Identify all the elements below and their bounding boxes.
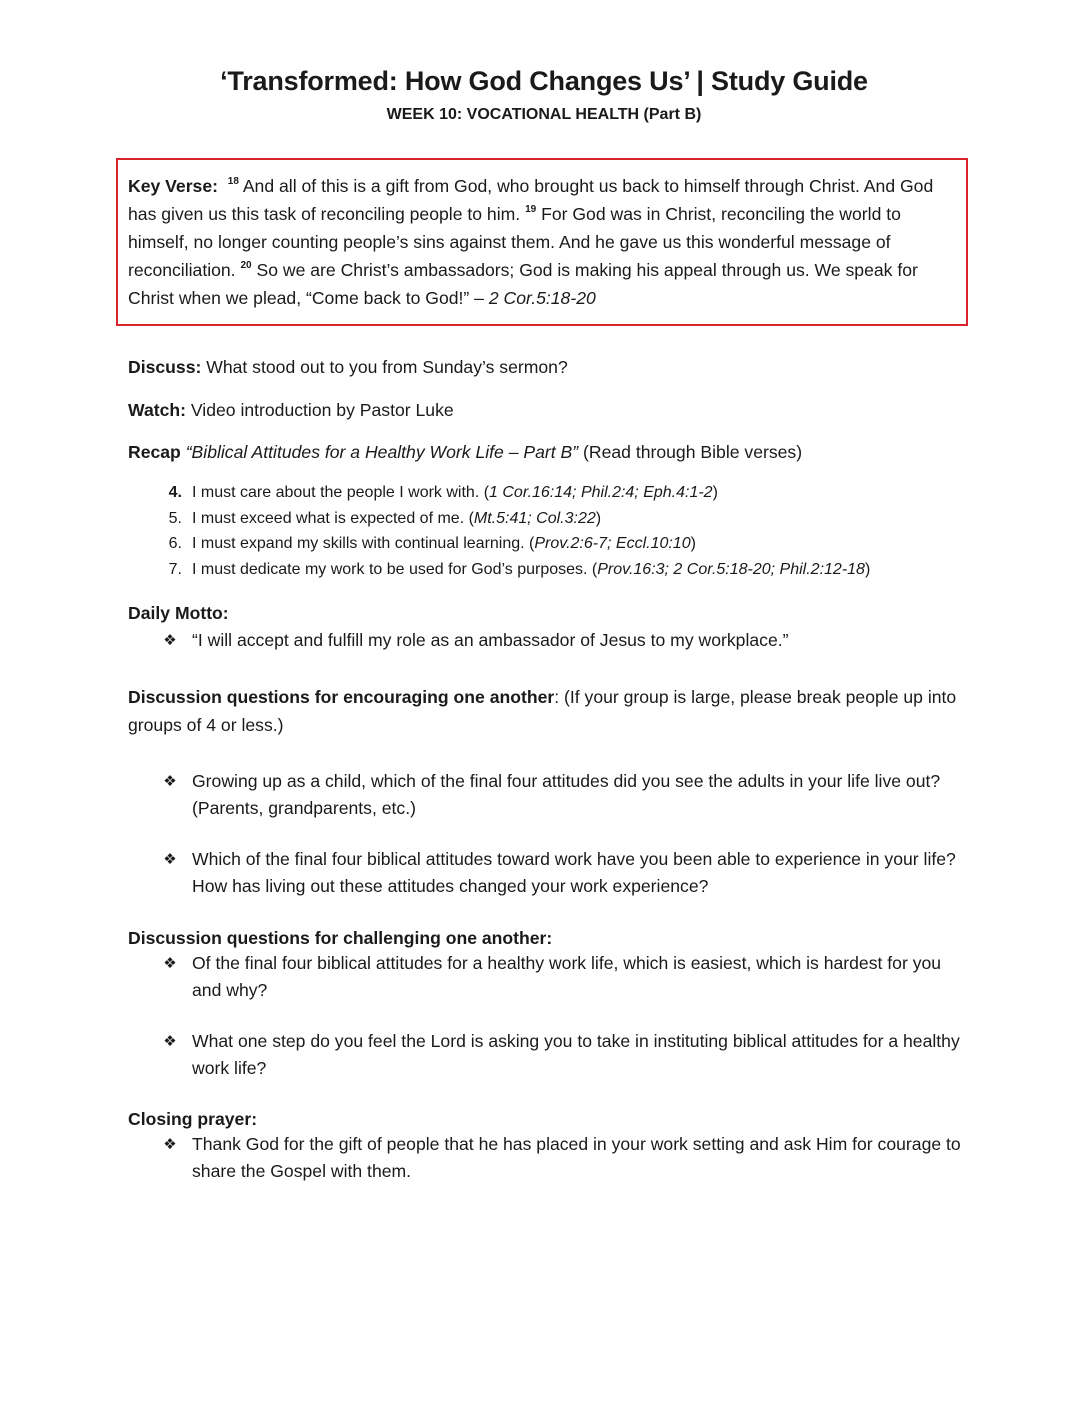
verse-number-20: 20 xyxy=(240,260,252,271)
encouraging-question xyxy=(158,846,968,900)
verse-19-text: For God was in Christ, reconciling the world to himself, no longer counting people’s sins against them. And he gave us this wonderful message of reconciliation. xyxy=(128,204,901,280)
list-item-refs: 1 Cor.16:14; Phil.2:4; Eph.4:1-2 xyxy=(489,484,713,501)
motto-bullet xyxy=(158,627,968,654)
recap-title: “Biblical Attitudes for a Healthy Work Life – Part B” xyxy=(185,442,579,462)
question-text: Which of the final four biblical attitudes toward work have you been able to experience in your life? How has living out these attitudes changed your work experience? xyxy=(192,849,956,896)
verse-number-19: 19 xyxy=(525,204,537,215)
list-item-close: ) xyxy=(690,535,696,553)
list-item-refs: Prov.16:3; 2 Cor.5:18-20; Phil.2:12-18 xyxy=(597,560,865,578)
motto-text: “I will accept and fulfill my role as an ambassador of Jesus to my workplace.” xyxy=(192,630,789,650)
list-item-text: I must exceed what is expected of me. ( xyxy=(192,509,474,527)
question-text: Of the final four biblical attitudes for a healthy work life, which is easiest, which is hardest for you and why? xyxy=(192,953,942,1000)
verse-18-text: And all of this is a gift from God, who brought us back to himself through Christ. And God has given us this task of reconciling people to him. xyxy=(128,176,934,224)
verse-number-18: 18 xyxy=(227,176,239,187)
list-item-close: ) xyxy=(864,560,871,578)
encouraging-heading xyxy=(128,683,968,739)
page-subtitle: WEEK 10: VOCATIONAL HEALTH (Part B) xyxy=(386,106,702,123)
watch-line xyxy=(128,396,968,424)
diamond-bullet-icon: ❖ xyxy=(163,1135,177,1153)
diamond-bullet-icon: ❖ xyxy=(163,954,177,972)
recap-note: (Read through Bible verses) xyxy=(578,442,803,462)
list-item-close: ) xyxy=(595,509,602,527)
challenging-question xyxy=(158,950,968,1004)
key-verse-label: Key Verse: xyxy=(128,176,218,196)
attitude-list xyxy=(128,480,968,582)
encouraging-note: : (If your group is large, please break people up into groups of 4 or less.) xyxy=(128,687,957,735)
page-title: ‘Transformed: How God Changes Us’ | Study Guide xyxy=(220,66,868,96)
discuss-label: Discuss: xyxy=(128,357,202,377)
challenging-question xyxy=(158,1028,968,1082)
watch-label: Watch: xyxy=(128,400,186,420)
list-item-text: I must expand my skills with continual learning. ( xyxy=(192,535,535,553)
list-item-number: 6. xyxy=(168,535,182,553)
question-text: What one step do you feel the Lord is asking you to take in instituting biblical attitudes for a healthy work life? xyxy=(192,1031,960,1078)
closing-prayer-heading: Closing prayer: xyxy=(128,1109,258,1129)
diamond-bullet-icon: ❖ xyxy=(163,1032,177,1050)
list-item-refs: Mt.5:41; Col.3:22 xyxy=(473,509,596,527)
list-item-number: 7. xyxy=(168,560,182,578)
diamond-bullet-icon: ❖ xyxy=(163,772,177,790)
closing-prayer-bullet xyxy=(158,1131,968,1185)
discuss-line xyxy=(128,353,968,381)
list-item-number: 5. xyxy=(168,509,182,527)
diamond-bullet-icon: ❖ xyxy=(163,850,177,868)
list-item xyxy=(128,557,968,583)
discuss-text: What stood out to you from Sunday’s sermon? xyxy=(201,357,568,377)
list-item xyxy=(128,506,968,532)
list-item xyxy=(128,480,968,506)
question-text: Growing up as a child, which of the final four attitudes did you see the adults in your life live out? (Parents, grandparents, etc.) xyxy=(192,771,941,818)
list-item-number: 4. xyxy=(168,484,182,501)
list-item-refs: Prov.2:6-7; Eccl.10:10 xyxy=(534,535,691,553)
list-item-text: I must care about the people I work with. ( xyxy=(192,484,490,501)
list-item xyxy=(128,531,968,557)
closing-prayer-text: Thank God for the gift of people that he has placed in your work setting and ask Him for courage to share the Gospel with them. xyxy=(192,1134,961,1181)
verse-20-text: So we are Christ’s ambassadors; God is making his appeal through us. We speak for Christ when we plead, “Come back to God!” – xyxy=(128,260,918,308)
key-verse-box xyxy=(116,158,968,326)
verse-reference: 2 Cor.5:18-20 xyxy=(488,288,596,308)
encouraging-label: Discussion questions for encouraging one another xyxy=(128,687,555,707)
recap-line xyxy=(128,438,968,466)
daily-motto-heading: Daily Motto: xyxy=(128,603,229,623)
diamond-bullet-icon: ❖ xyxy=(163,631,177,649)
list-item-close: ) xyxy=(712,484,718,501)
recap-label: Recap xyxy=(128,442,181,462)
list-item-text: I must dedicate my work to be used for God’s purposes. ( xyxy=(192,560,598,578)
watch-text: Video introduction by Pastor Luke xyxy=(186,400,454,420)
challenging-heading: Discussion questions for challenging one another: xyxy=(128,928,553,948)
encouraging-question xyxy=(158,768,968,822)
